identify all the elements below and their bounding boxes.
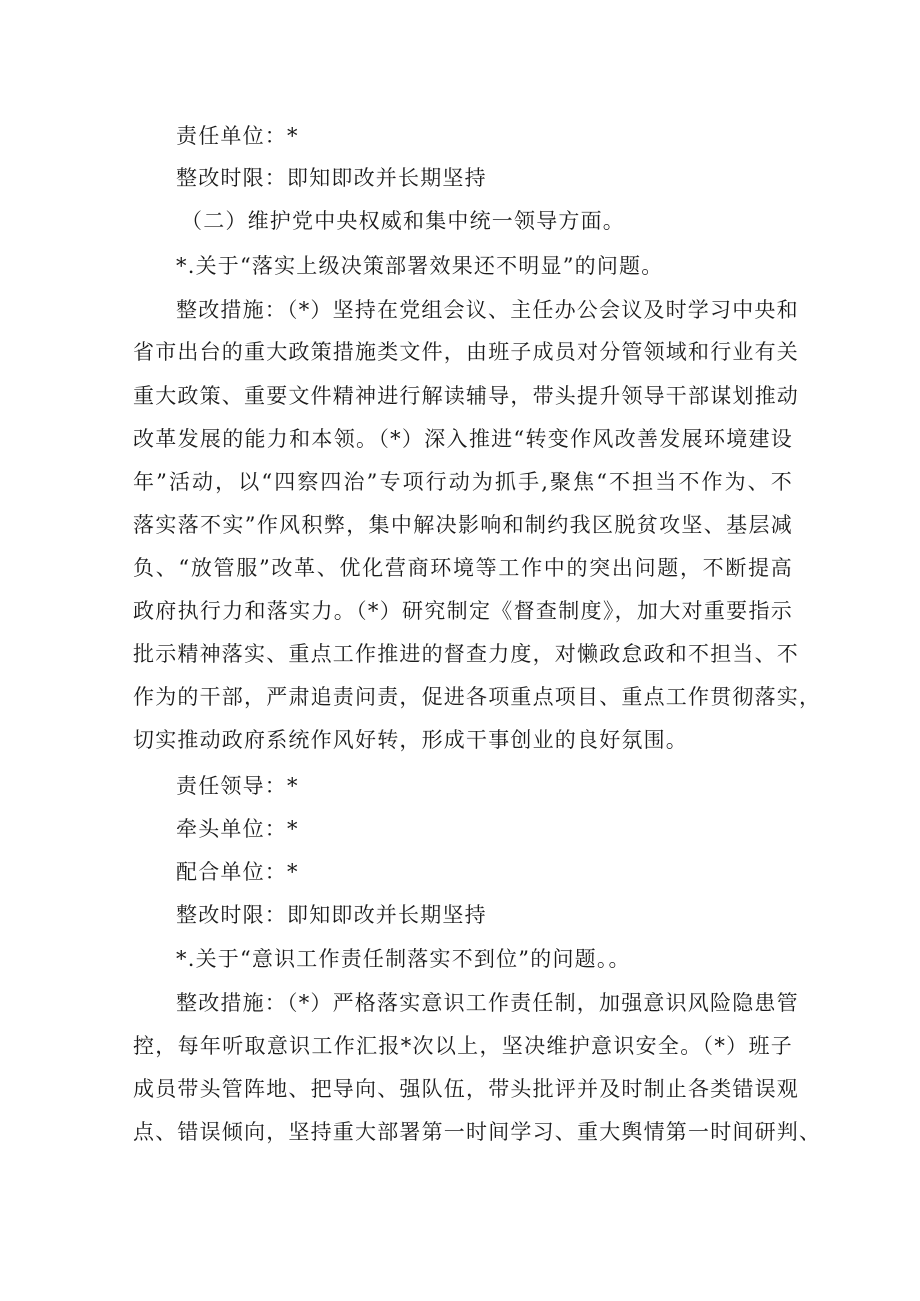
measure-paragraph-line: 政府执行力和落实力。（*）研究制定《督查制度》，加大对重要指示	[133, 599, 793, 623]
section-heading: （二）维护党中央权威和集中统一领导方面。	[181, 209, 625, 233]
measure-paragraph-line: 负、“放管服”改革、优化营商环境等工作中的突出问题，不断提高	[133, 556, 793, 580]
issue-title: *.关于“落实上级决策部署效果还不明显”的问题。	[176, 254, 664, 278]
issue-title: *.关于“意识工作责任制落实不到位”的问题。。	[176, 947, 631, 971]
measure-paragraph-line: 落实落不实”作风积弊，集中解决影响和制约我区脱贫攻坚、基层减	[133, 513, 793, 537]
measure-paragraph-line: 控，每年听取意识工作汇报*次以上，坚决维护意识安全。（*）班子	[133, 1034, 793, 1058]
measure-paragraph-line: 改革发展的能力和本领。（*）深入推进“转变作风改善发展环境建设	[133, 427, 793, 451]
measure-paragraph-line: 整改措施：（*）坚持在党组会议、主任办公会议及时学习中央和	[176, 298, 799, 322]
measure-paragraph-line: 整改措施：（*）严格落实意识工作责任制，加强意识风险隐患管	[176, 991, 799, 1015]
cooperating-unit-line: 配合单位：*	[176, 860, 299, 884]
measure-paragraph-line: 切实推动政府系统作风好转，形成干事创业的良好氛围。	[133, 728, 688, 752]
measure-paragraph-line: 年”活动，以“四察四治”专项行动为抓手,聚焦“不担当不作为、不	[133, 470, 793, 494]
measure-paragraph-line: 点、错误倾向，坚持重大部署第一时间学习、重大舆情第一时间研判、	[133, 1120, 822, 1144]
responsible-unit-line: 责任单位：*	[176, 124, 299, 148]
responsible-leader-line: 责任领导：*	[176, 774, 299, 798]
measure-paragraph-line: 批示精神落实、重点工作推进的督查力度，对懒政怠政和不担当、不	[133, 642, 799, 666]
measure-paragraph-line: 成员带头管阵地、把导向、强队伍，带头批评并及时制止各类错误观	[133, 1077, 799, 1101]
measure-paragraph-line: 省市出台的重大政策措施类文件，由班子成员对分管领域和行业有关	[133, 340, 799, 364]
measure-paragraph-line: 重大政策、重要文件精神进行解读辅导，带头提升领导干部谋划推动	[133, 384, 799, 408]
deadline-line: 整改时限：即知即改并长期坚持	[176, 166, 487, 190]
lead-unit-line: 牵头单位：*	[176, 817, 299, 841]
measure-paragraph-line: 作为的干部，严肃追责问责，促进各项重点项目、重点工作贯彻落实，	[133, 685, 822, 709]
deadline-line: 整改时限：即知即改并长期坚持	[176, 903, 487, 927]
